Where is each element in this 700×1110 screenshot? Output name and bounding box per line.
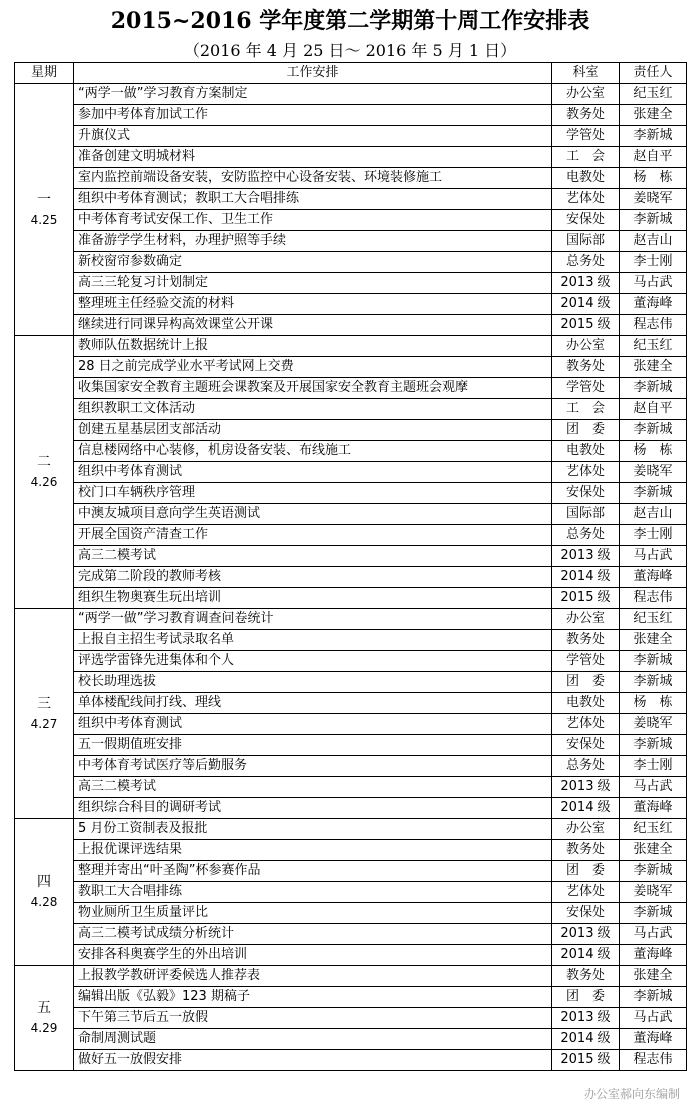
task-cell: 升旗仪式 [74,126,552,147]
responsible-cell: 姜晓军 [620,882,687,903]
table-row [15,756,687,777]
department-cell: 艺体处 [552,189,620,210]
responsible-cell: 纪玉红 [620,84,687,105]
department-cell: 安保处 [552,483,620,504]
task-cell: 中澳友城项目意向学生英语测试 [74,504,552,525]
responsible-cell: 李新城 [620,861,687,882]
department-cell: 团 委 [552,987,620,1008]
weekday-date: 4.25 [30,212,58,227]
task-cell: 组织综合科目的调研考试 [74,798,552,819]
responsible-cell: 李新城 [620,126,687,147]
responsible-cell: 程志伟 [620,588,687,609]
weekday-date: 4.26 [30,475,58,489]
department-cell: 艺体处 [552,714,620,735]
table-row [15,105,687,126]
task-cell: 校门口车辆秩序管理 [74,483,552,504]
department-cell: 2014 级 [552,567,620,588]
weekday-date: 4.29 [30,1021,58,1035]
task-cell: 整理并寄出“叶圣陶”杯参赛作品 [74,861,552,882]
table-row [15,336,687,357]
weekday-name: 二 [37,454,51,470]
task-cell: 开展全国资产清查工作 [74,525,552,546]
table-row [15,630,687,651]
responsible-cell: 纪玉红 [620,336,687,357]
table-row [15,819,687,840]
responsible-cell: 纪玉红 [620,819,687,840]
department-cell: 2014 级 [552,1029,620,1050]
table-row [15,252,687,273]
weekday-cell [15,819,74,966]
task-cell: 编辑出版《弘毅》123 期稿子 [74,987,552,1008]
table-row [15,609,687,630]
department-cell: 团 委 [552,672,620,693]
department-cell: 2013 级 [552,777,620,798]
responsible-cell: 赵自平 [620,147,687,168]
responsible-cell: 董海峰 [620,294,687,315]
table-row [15,168,687,189]
responsible-cell: 杨 栋 [620,168,687,189]
table-row [15,945,687,966]
table-row [15,462,687,483]
task-cell: 下午第三节后五一放假 [74,1008,552,1029]
table-row [15,441,687,462]
department-cell: 工 会 [552,399,620,420]
responsible-cell: 董海峰 [620,1029,687,1050]
task-cell: 准备游学学生材料，办理护照等手续 [74,231,552,252]
department-cell: 教务处 [552,105,620,126]
responsible-cell: 姜晓军 [620,189,687,210]
responsible-cell: 李新城 [620,735,687,756]
table-row [15,504,687,525]
table-row [15,1050,687,1071]
table-row [15,882,687,903]
responsible-cell: 董海峰 [620,945,687,966]
task-cell: 组织中考体育测试 [74,462,552,483]
responsible-cell: 李新城 [620,378,687,399]
table-row [15,399,687,420]
task-cell: 完成第二阶段的教师考核 [74,567,552,588]
department-cell: 学管处 [552,378,620,399]
department-cell: 教务处 [552,966,620,987]
department-cell: 安保处 [552,210,620,231]
responsible-cell: 马占武 [620,546,687,567]
responsible-cell: 李新城 [620,903,687,924]
task-cell: 继续进行同课异构高效课堂公开课 [74,315,552,336]
table-row [15,861,687,882]
header-responsible: 责任人 [620,63,687,84]
department-cell: 总务处 [552,525,620,546]
responsible-cell: 董海峰 [620,567,687,588]
task-cell: 评选学雷锋先进集体和个人 [74,651,552,672]
responsible-cell: 姜晓军 [620,462,687,483]
table-row [15,294,687,315]
table-row [15,693,687,714]
task-cell: 室内监控前端设备安装，安防监控中心设备安装、环境装修施工 [74,168,552,189]
responsible-cell: 张建全 [620,966,687,987]
schedule-body [15,84,687,1071]
department-cell: 教务处 [552,357,620,378]
table-row [15,840,687,861]
department-cell: 团 委 [552,861,620,882]
page-title: 2015~2016 学年度第二学期第十周工作安排表 [110,8,590,34]
weekday-name: 一 [37,191,51,208]
task-cell: 单体楼配线间打线、理线 [74,693,552,714]
responsible-cell: 马占武 [620,924,687,945]
responsible-cell: 程志伟 [620,1050,687,1071]
table-row [15,126,687,147]
department-cell: 电教处 [552,168,620,189]
table-row [15,546,687,567]
task-cell: “两学一做”学习教育调查问卷统计 [74,609,552,630]
table-row [15,798,687,819]
table-row [15,378,687,399]
department-cell: 2015 级 [552,588,620,609]
task-cell: 做好五一放假安排 [74,1050,552,1071]
table-row [15,210,687,231]
table-row [15,651,687,672]
responsible-cell: 姜晓军 [620,714,687,735]
responsible-cell: 李士刚 [620,252,687,273]
responsible-cell: 纪玉红 [620,609,687,630]
task-cell: 高三三轮复习计划制定 [74,273,552,294]
responsible-cell: 杨 栋 [620,693,687,714]
weekday-cell [15,336,74,609]
table-row [15,147,687,168]
department-cell: 2013 级 [552,924,620,945]
task-cell: 五一假期值班安排 [74,735,552,756]
table-row [15,714,687,735]
responsible-cell: 李新城 [620,483,687,504]
department-cell: 学管处 [552,126,620,147]
weekday-date: 4.28 [30,895,58,909]
responsible-cell: 李新城 [620,420,687,441]
department-cell: 工 会 [552,147,620,168]
department-cell: 2014 级 [552,294,620,315]
department-cell: 2014 级 [552,798,620,819]
task-cell: 参加中考体育加试工作 [74,105,552,126]
task-cell: 教师队伍数据统计上报 [74,336,552,357]
weekday-cell [15,966,74,1071]
responsible-cell: 张建全 [620,105,687,126]
department-cell: 2013 级 [552,273,620,294]
department-cell: 教务处 [552,840,620,861]
responsible-cell: 赵自平 [620,399,687,420]
table-row [15,420,687,441]
responsible-cell: 马占武 [620,777,687,798]
weekday-name: 三 [37,695,51,712]
department-cell: 电教处 [552,441,620,462]
table-row [15,357,687,378]
table-row [15,777,687,798]
department-cell: 办公室 [552,819,620,840]
header-department: 科室 [552,63,620,84]
department-cell: 总务处 [552,756,620,777]
responsible-cell: 赵吉山 [620,504,687,525]
task-cell: 教职工大合唱排练 [74,882,552,903]
task-cell: 高三二模考试 [74,546,552,567]
weekday-name: 五 [37,1000,51,1016]
responsible-cell: 董海峰 [620,798,687,819]
table-row [15,903,687,924]
department-cell: 安保处 [552,735,620,756]
responsible-cell: 马占武 [620,273,687,294]
task-cell: 上报教学教研评委候选人推荐表 [74,966,552,987]
responsible-cell: 张建全 [620,357,687,378]
header-weekday: 星期 [15,63,74,84]
task-cell: 整理班主任经验交流的材料 [74,294,552,315]
task-cell: 组织中考体育测试 [74,714,552,735]
table-row [15,189,687,210]
department-cell: 2015 级 [552,1050,620,1071]
task-cell: 上报优课评选结果 [74,840,552,861]
task-cell: 新校窗帘参数确定 [74,252,552,273]
task-cell: 中考体育考试安保工作、卫生工作 [74,210,552,231]
responsible-cell: 马占武 [620,1008,687,1029]
department-cell: 安保处 [552,903,620,924]
task-cell: 中考体育考试医疗等后勤服务 [74,756,552,777]
task-cell: 组织中考体育测试；教职工大合唱排练 [74,189,552,210]
task-cell: 创建五星基层团支部活动 [74,420,552,441]
responsible-cell: 李新城 [620,210,687,231]
schedule-table [14,62,687,1071]
table-row [15,315,687,336]
department-cell: 艺体处 [552,882,620,903]
task-cell: 上报自主招生考试录取名单 [74,630,552,651]
department-cell: 2013 级 [552,546,620,567]
table-row [15,567,687,588]
responsible-cell: 程志伟 [620,315,687,336]
responsible-cell: 李新城 [620,672,687,693]
responsible-cell: 赵吉山 [620,231,687,252]
department-cell: 教务处 [552,630,620,651]
department-cell: 国际部 [552,231,620,252]
task-cell: 28 日之前完成学业水平考试网上交费 [74,357,552,378]
task-cell: 高三二模考试 [74,777,552,798]
task-cell: 准备创建文明城材料 [74,147,552,168]
task-cell: 5 月份工资制表及报批 [74,819,552,840]
table-row [15,987,687,1008]
responsible-cell: 李新城 [620,651,687,672]
date-range-subtitle: （2016 年 4 月 25 日～ 2016 年 5 月 1 日） [183,41,517,60]
task-cell: 组织教职工文体活动 [74,399,552,420]
weekday-cell [15,84,74,336]
responsible-cell: 李士刚 [620,525,687,546]
weekday-date: 4.27 [30,716,58,731]
weekday-name: 四 [37,874,51,890]
department-cell: 学管处 [552,651,620,672]
department-cell: 2014 级 [552,945,620,966]
table-row [15,525,687,546]
table-header-row [15,63,687,84]
responsible-cell: 张建全 [620,840,687,861]
table-row [15,84,687,105]
header-task: 工作安排 [74,63,552,84]
task-cell: 信息楼网络中心装修，机房设备安装、布线施工 [74,441,552,462]
department-cell: 国际部 [552,504,620,525]
department-cell: 电教处 [552,693,620,714]
responsible-cell: 李士刚 [620,756,687,777]
weekday-cell [15,609,74,819]
task-cell: 组织生物奥赛生玩出培训 [74,588,552,609]
task-cell: 高三二模考试成绩分析统计 [74,924,552,945]
task-cell: 收集国家安全教育主题班会课教案及开展国家安全教育主题班会观摩 [74,378,552,399]
responsible-cell: 杨 栋 [620,441,687,462]
table-row [15,672,687,693]
table-row [15,483,687,504]
responsible-cell: 李新城 [620,987,687,1008]
department-cell: 办公室 [552,609,620,630]
table-row [15,1008,687,1029]
task-cell: 安排各科奥赛学生的外出培训 [74,945,552,966]
department-cell: 艺体处 [552,462,620,483]
table-row [15,588,687,609]
compiler-note: 办公室郝向东编制 [583,1087,680,1101]
table-row [15,273,687,294]
department-cell: 团 委 [552,420,620,441]
responsible-cell: 张建全 [620,630,687,651]
table-row [15,231,687,252]
department-cell: 办公室 [552,336,620,357]
department-cell: 2015 级 [552,315,620,336]
table-row [15,735,687,756]
department-cell: 总务处 [552,252,620,273]
task-cell: 命制周测试题 [74,1029,552,1050]
table-row [15,966,687,987]
table-row [15,924,687,945]
table-row [15,1029,687,1050]
department-cell: 办公室 [552,84,620,105]
task-cell: 校长助理选拔 [74,672,552,693]
task-cell: 物业厕所卫生质量评比 [74,903,552,924]
task-cell: “两学一做”学习教育方案制定 [74,84,552,105]
department-cell: 2013 级 [552,1008,620,1029]
